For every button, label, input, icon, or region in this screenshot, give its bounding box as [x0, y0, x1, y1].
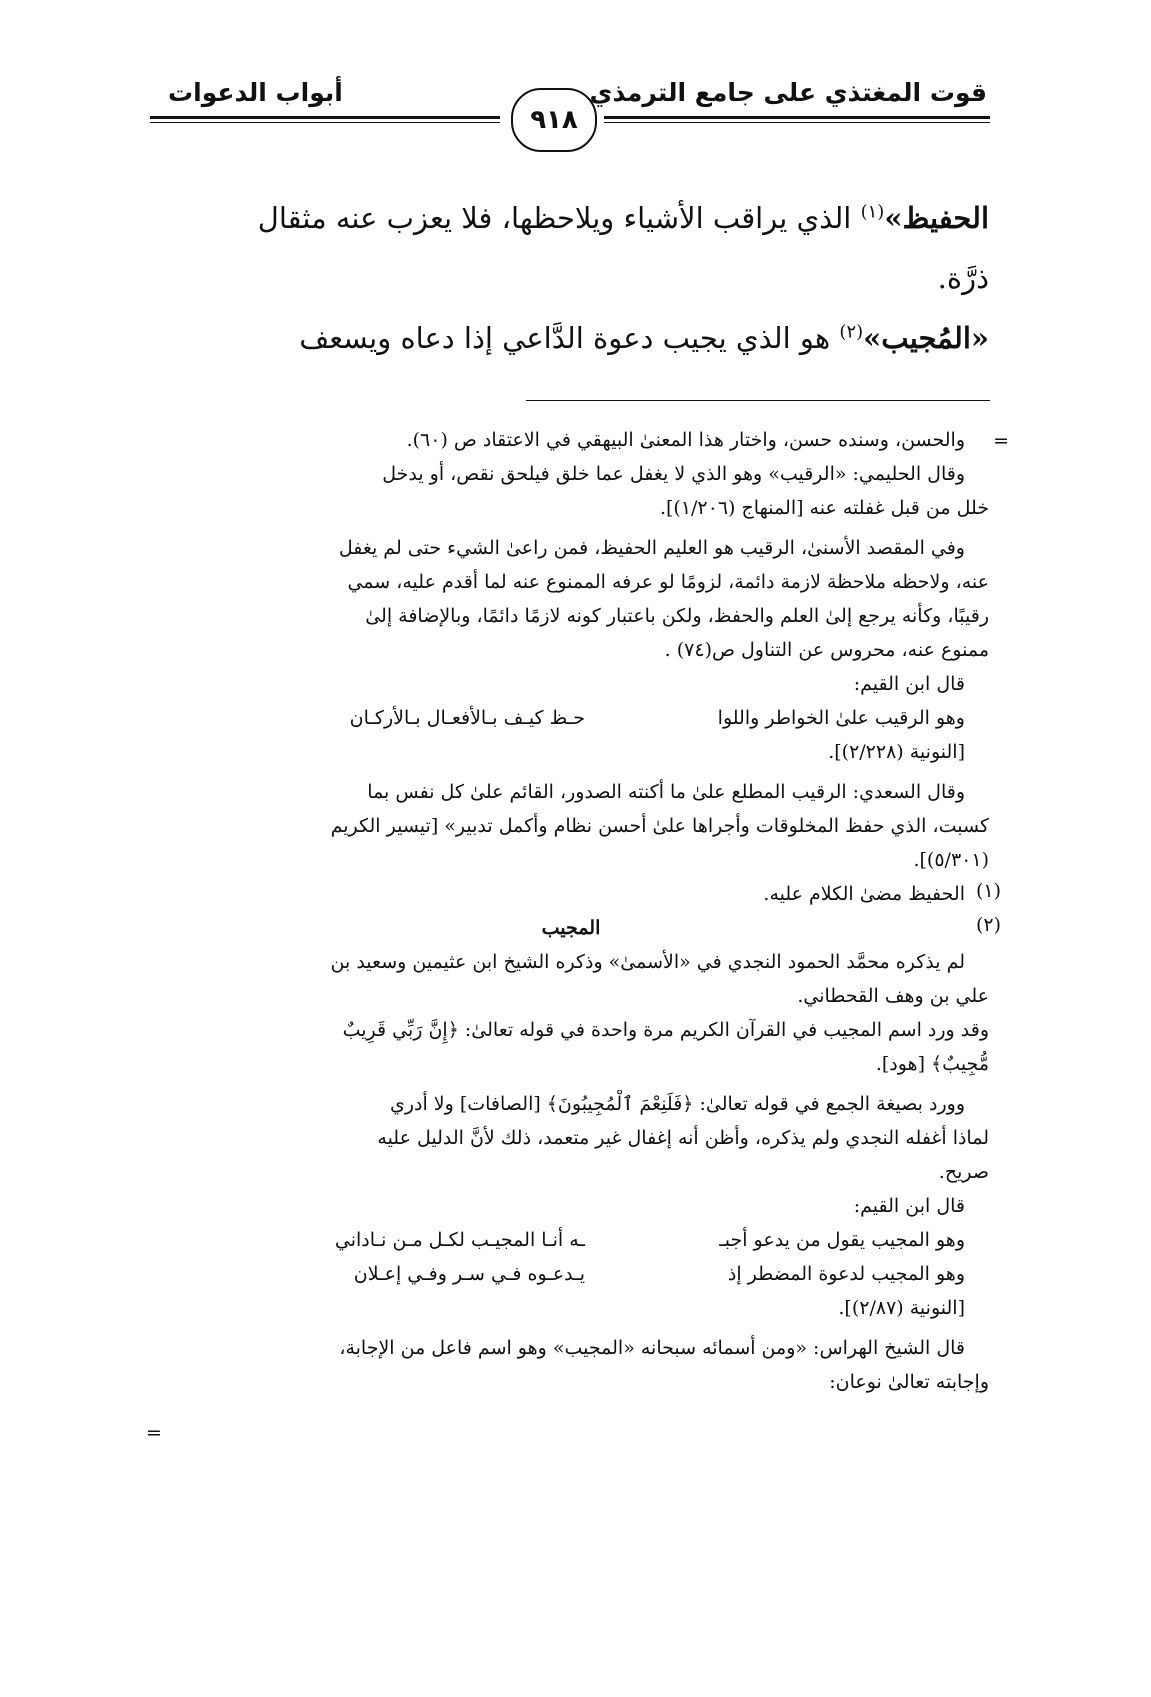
footnote-line: قال الشيخ الهراس: «ومن أسمائه سبحانه «المجيب» وهو اسم فاعل من الإجابة،	[339, 1337, 965, 1359]
footnote-separator	[526, 400, 990, 401]
poetry-verse	[129, 1260, 989, 1288]
footnote-line: لماذا أغفله النجدي ولم يذكره، وأظن أنه إغفال غير متعمد، ذلك لأنَّ الدليل عليه	[377, 1127, 989, 1149]
footnote-line: وقد ورد اسم المجيب في القرآن الكريم مرة واحدة في قوله تعالىٰ: ﴿إِنَّ رَبِّي قَرِيبٌ	[342, 1019, 989, 1041]
header-rule-left-thin	[150, 122, 500, 123]
verse-hemistich: يـدعـوه فـي سـر وفـي إعـلان	[353, 1263, 585, 1285]
continuation-mark-end: =	[146, 1422, 162, 1444]
chapter-title: أبواب الدعوات	[168, 78, 343, 107]
book-title: قوت المغتذي على جامع الترمذي	[589, 78, 987, 107]
poetry-verse	[129, 704, 989, 732]
footnote-line: [النونية (٢/٨٧)].	[838, 1297, 965, 1319]
footnote-heading: المجيب	[541, 917, 601, 939]
footnote-line: علي بن وهف القحطاني.	[797, 985, 989, 1007]
poetry-verse	[129, 1226, 989, 1254]
footnote-line: [النونية (٢/٢٢٨)].	[828, 741, 965, 763]
footnote-line: رقيبًا، وكأنه يرجع إلىٰ العلم والحفظ، ولكن باعتبار كونه لازمًا دائمًا، وبالإضافة إلىٰ	[365, 605, 989, 627]
main-line-1	[153, 198, 989, 238]
verse-hemistich: حـظ كيـف بـالأفعـال بـالأركـان	[349, 707, 585, 729]
verse-hemistich: وهو المجيب يقول من يدعو أجبـ	[719, 1229, 965, 1251]
main-line-3-text: هو الذي يجيب دعوة الدَّاعي إذا دعاه ويسعف	[299, 321, 840, 355]
footnote-line: (٥/٣٠١)].	[913, 849, 989, 871]
footnote-line: خلل من قبل غفلته عنه [المنهاج (١/٢٠٦)].	[659, 497, 989, 519]
footnote-line: وإجابته تعالىٰ نوعان:	[829, 1371, 989, 1393]
footnote-line: عنه، ولاحظه ملاحظة لازمة دائمة، لزومًا لو عرفه الممنوع عنه لما أقدم عليه، سمي	[347, 571, 989, 593]
main-line-2: ذرَّة.	[937, 261, 989, 295]
footnote-number: (١)	[975, 880, 1001, 902]
footnote-ref-2: (٢)	[839, 321, 864, 343]
footnote-ref-1: (١)	[860, 201, 885, 223]
main-line-3	[153, 318, 989, 358]
header-rule-right-thin	[604, 122, 990, 123]
footnote-line: قال ابن القيم:	[853, 1195, 965, 1217]
footnote-line: قال ابن القيم:	[853, 673, 965, 695]
footnote-line: والحسن، وسنده حسن، واختار هذا المعنىٰ البيهقي في الاعتقاد ص (٦٠).	[406, 429, 965, 451]
footnote-line: كسبت، الذي حفظ المخلوقات وأجراها علىٰ أحسن نظام وأكمل تدبير» [تيسير الكريم	[330, 815, 989, 837]
footnote-line: وقال السعدي: الرقيب المطلع علىٰ ما أكنته الصدور، القائم علىٰ كل نفس بما	[367, 781, 965, 803]
footnote-line: صريح.	[938, 1161, 989, 1183]
footnote-line: الحفيظ مضىٰ الكلام عليه.	[763, 883, 965, 905]
footnote-line: لم يذكره محمَّد الحمود النجدي في «الأسمىٰ» وذكره الشيخ ابن عثيمين وسعيد بن	[330, 951, 965, 973]
verse-hemistich: وهو المجيب لدعوة المضطر إذ	[727, 1263, 965, 1285]
verse-hemistich: وهو الرقيب علىٰ الخواطر واللوا	[717, 707, 965, 729]
footnote-line: وورد بصيغة الجمع في قوله تعالىٰ: ﴿فَلَنِعْمَ ٱلْمُجِيبُونَ﴾ [الصافات] ولا أدري	[389, 1093, 965, 1115]
header-rule-right	[604, 116, 990, 119]
footnote-number: (٢)	[975, 914, 1001, 936]
term-hafeez: الحفيظ»	[884, 201, 989, 235]
footnote-line: مُّجِيبٌ﴾ [هود].	[875, 1053, 989, 1075]
header-rule-left	[150, 116, 500, 119]
verse-hemistich: ـه أنـا المجيـب لكـل مـن نـاداني	[334, 1229, 585, 1251]
page-number: ٩١٨	[511, 88, 597, 152]
footnote-line: ممنوع عنه، محروس عن التناول ص(٧٤) .	[664, 639, 989, 661]
footnote-line: وفي المقصد الأسنىٰ، الرقيب هو العليم الحفيظ، فمن راعىٰ الشيء حتى لم يغفل	[338, 537, 965, 559]
continuation-mark: =	[993, 430, 1009, 452]
term-mujeeb: «المُجيب»	[863, 321, 989, 355]
main-line-1-text: الذي يراقب الأشياء ويلاحظها، فلا يعزب عنه مثقال	[257, 201, 861, 235]
footnote-line: وقال الحليمي: «الرقيب» وهو الذي لا يغفل عما خلق فيلحق نقص، أو يدخل	[382, 463, 965, 485]
